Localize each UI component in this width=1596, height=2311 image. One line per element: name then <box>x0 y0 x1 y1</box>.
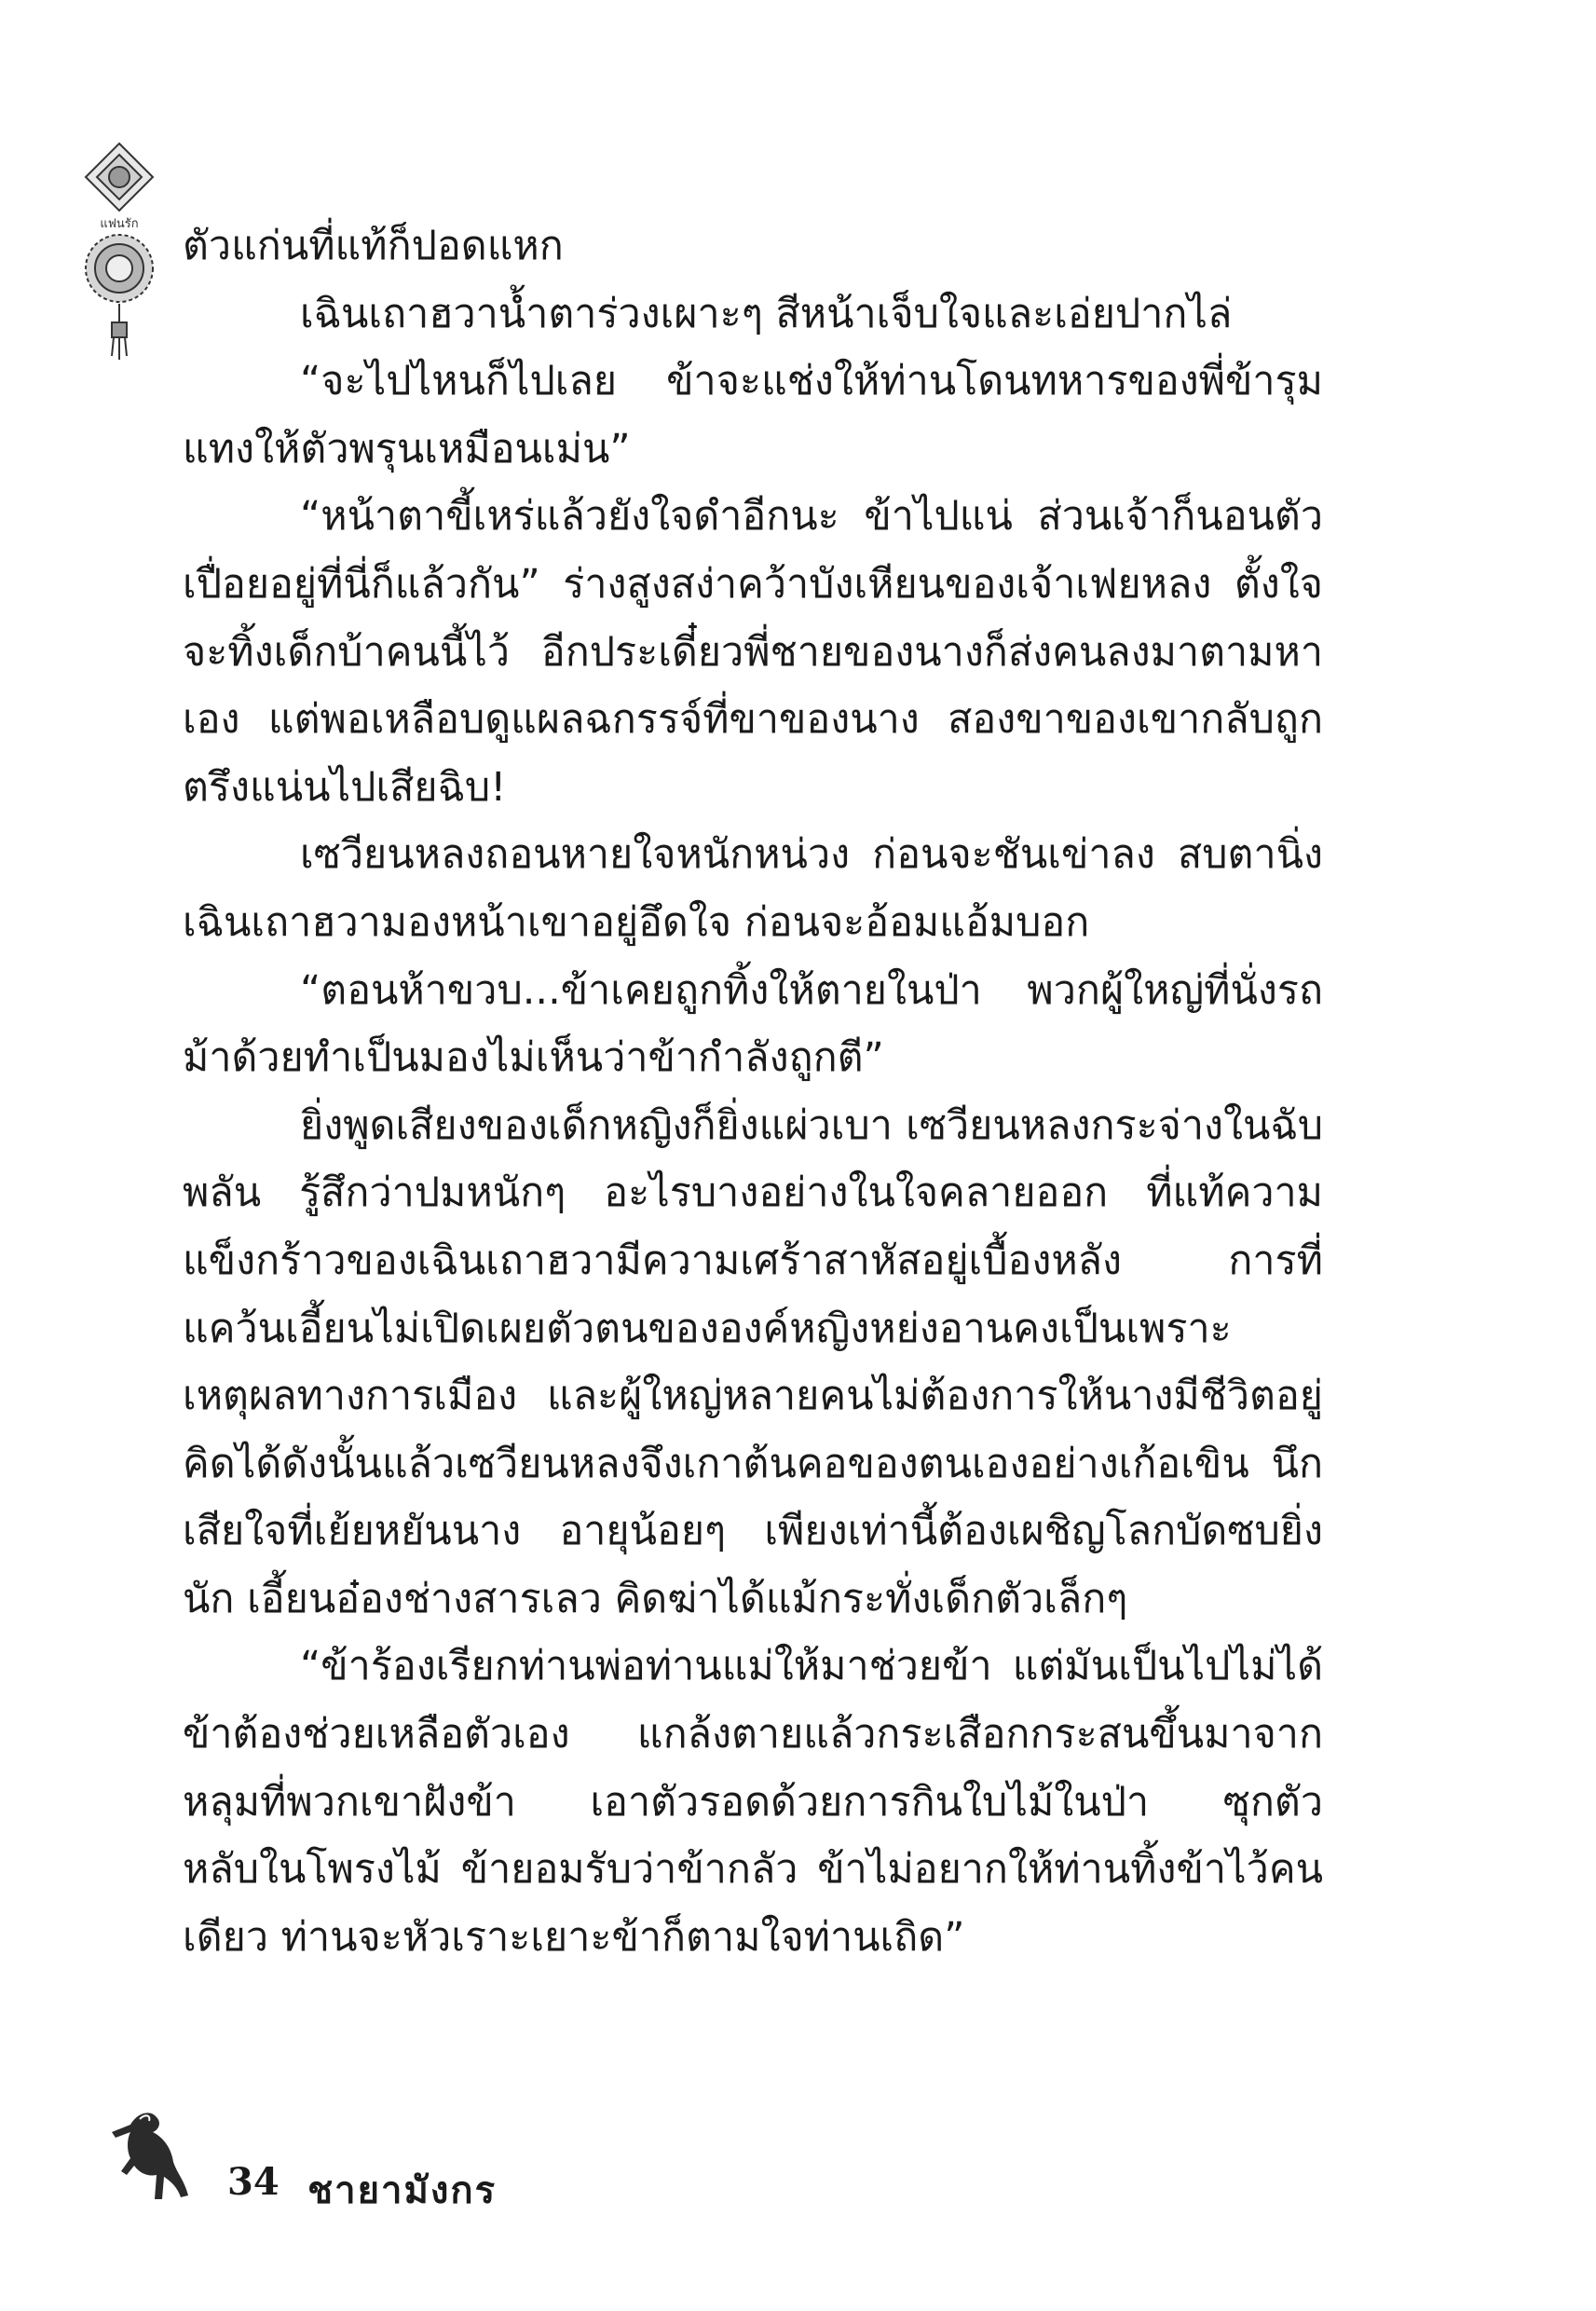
paragraph-6: “ตอนห้าขวบ...ข้าเคยถูกทิ้งให้ตายในป่า พวกผู้ใหญ่ที่นั่งรถม้าด้วยทำเป็นมองไม่เห็นว่าข้ากำลังถูกตี” <box>183 966 1323 1082</box>
paragraph-7: ยิ่งพูดเสียงของเด็กหญิงก็ยิ่งแผ่วเบา เซวียนหลงกระจ่างในฉับพลัน รู้สึกว่าปมหนักๆ อะไรบางอย่างในใจคลายออก ที่แท้ความแข็งกร้าวของเฉินเถาฮวามีความเศร้าสาหัสอยู่เบื้องหลัง การที่แคว้นเอี้ยนไม่เปิดเผยตัวตนขององค์หญิงหย่งอานคงเป็นเพราะเหตุผลทางการเมือง และผู้ใหญ่หลายคนไม่ต้องการให้นางมีชีวิตอยู่ คิดได้ดังนั้นแล้วเซวียนหลงจึงเกาต้นคอของตนเองอย่างเก้อเขิน นึกเสียใจที่เย้ยหยันนาง อายุน้อยๆ เพียงเท่านี้ต้องเผชิญโลกบัดซบยิ่งนัก เอี้ยนอ๋องช่างสารเลว คิดฆ่าได้แม้กระทั่งเด็กตัวเล็กๆ <box>183 1101 1323 1622</box>
book-title: ชายามังกร <box>307 2168 498 2212</box>
chapter-ornament-icon <box>63 140 175 363</box>
story-text <box>183 212 1323 1971</box>
rearing-horse-icon <box>102 2106 196 2208</box>
emblem-label: แฟนรัก <box>100 217 139 231</box>
page-number: 34 <box>227 2160 280 2204</box>
paragraph-8: “ข้าร้องเรียกท่านพ่อท่านแม่ให้มาช่วยข้า แต่มันเป็นไปไม่ได้ ข้าต้องช่วยเหลือตัวเอง แกล้งตายแล้วกระเสือกกระสนขึ้นมาจากหลุมที่พวกเขาฝังข้า เอาตัวรอดด้วยการกินใบไม้ในป่า ซุกตัวหลับในโพรงไม้ ข้ายอมรับว่าข้ากลัว ข้าไม่อยากให้ท่านทิ้งข้าไว้คนเดียว ท่านจะหัวเราะเยาะข้าก็ตามใจท่านเถิด” <box>183 1643 1323 1961</box>
paragraph-5: เซวียนหลงถอนหายใจหนักหน่วง ก่อนจะชันเข่าลง สบตานิ่งเฉินเถาฮวามองหน้าเขาอยู่อึดใจ ก่อนจะอ้อมแอ้มบอก <box>183 831 1323 946</box>
paragraph-3: “จะไปไหนก็ไปเลย ข้าจะแช่งให้ท่านโดนทหารของพี่ข้ารุมแทงให้ตัวพรุนเหมือนเม่น” <box>183 358 1323 472</box>
paragraph-1: ตัวแก่นที่แท้ก็ปอดแหก <box>183 223 564 269</box>
paragraph-4: “หน้าตาขี้เหร่แล้วยังใจดำอีกนะ ข้าไปแน่ ส่วนเจ้าก็นอนตัวเปื่อยอยู่ที่นี่ก็แล้วกัน” ร่างสูงสง่าคว้าบังเหียนของเจ้าเฟยหลง ตั้งใจจะทิ้งเด็กบ้าคนนี้ไว้ อีกประเดี๋ยวพี่ชายของนางก็ส่งคนลงมาตามหาเอง แต่พอเหลือบดูแผลฉกรรจ์ที่ขาของนาง สองขาของเขากลับถูกตรึงแน่นไปเสียฉิบ! <box>183 493 1323 811</box>
page-footer <box>102 2106 662 2218</box>
paragraph-2: เฉินเถาฮวาน้ำตาร่วงเผาะๆ สีหน้าเจ็บใจและเอ่ยปากไล่ <box>300 290 1233 337</box>
